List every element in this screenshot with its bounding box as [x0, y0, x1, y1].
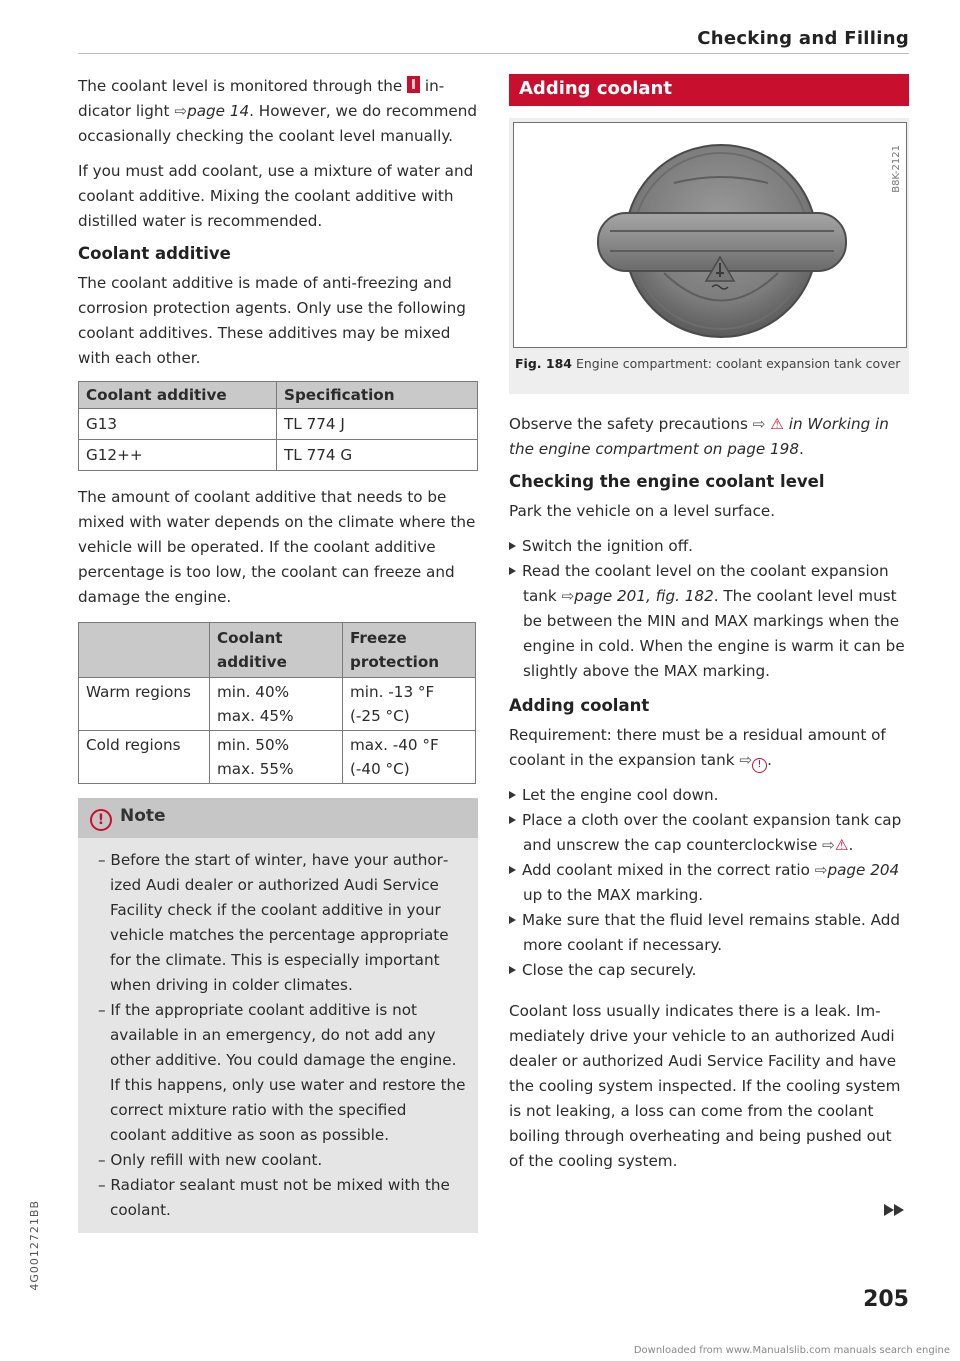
note-item: – Before the start of winter, have your authorized Audi dealer or authorized Audi Service Facility check if the coolant additive in your vehicle matches the percentage appropriate for the climate. This is especially important when driving in colder climates. — [98, 851, 449, 994]
table-cell: G13 — [79, 409, 277, 440]
page-link[interactable]: ⇨page 204 — [814, 861, 900, 879]
section-title-bar: Adding coolant — [509, 74, 909, 106]
requirement-text: Requirement: there must be a residual amount of coolant in the expansion tank ⇨ ! . — [509, 723, 909, 773]
bullet-arrow-icon — [509, 916, 516, 924]
table-header: Specification — [277, 382, 478, 409]
figure-caption: Fig. 184 Engine compartment: coolant expansion tank cover — [515, 356, 901, 371]
page-number: 205 — [863, 1287, 909, 1312]
coolant-additive-heading: Coolant additive — [78, 244, 231, 263]
table-cell: min. -13 °F (-25 °C) — [343, 678, 476, 731]
page-link[interactable]: ⇨page 201, fig. 182 — [561, 587, 714, 605]
table-row — [79, 678, 476, 731]
list-item: Add coolant mixed in the correct ratio ⇨page 204 up to the MAX marking. — [509, 858, 909, 908]
right-column — [509, 74, 909, 1184]
bullet-arrow-icon — [509, 791, 516, 799]
coolant-additive-text: The coolant additive is made of anti-freezing and corrosion protection agents. Only use the following coolant additives. These additives may be mixed with each other. — [78, 274, 466, 367]
table-cell: min. 40% max. 45% — [210, 678, 343, 731]
list-item: Place a cloth over the coolant expansion tank cap and unscrew the cap counterclockwise ⇨⚠. — [509, 808, 909, 858]
additive-spec-table — [78, 381, 478, 471]
checking-heading: Checking the engine coolant level — [509, 472, 825, 491]
additive-amount-text: The amount of coolant additive that needs to be mixed with water depends on the climate where the vehicle will be operated. If the coolant additive percentage is too low, the coolant can freeze and damage the engine. — [78, 488, 476, 606]
figure-184 — [509, 118, 909, 394]
bullet-arrow-icon — [509, 966, 516, 974]
list-item: Switch the ignition off. — [509, 534, 909, 559]
bullet-arrow-icon — [509, 542, 516, 550]
warning-triangle-icon: ⚠ — [770, 415, 784, 433]
list-item: Let the engine cool down. — [509, 783, 909, 808]
intro-paragraph-1: The coolant level is monitored through the indicator light ⇨page 14. However, we do recommend occasionally checking the coolant level manually. — [78, 77, 477, 145]
bullet-arrow-icon — [509, 816, 516, 824]
check-steps — [509, 534, 909, 684]
page-link[interactable]: ⇨page 14 — [174, 102, 250, 120]
table-header: Freeze protection — [343, 623, 476, 678]
table-cell: G12++ — [79, 440, 277, 471]
table-cell: TL 774 G — [277, 440, 478, 471]
table-header — [79, 623, 210, 678]
note-header — [78, 798, 478, 838]
notice-circle-icon[interactable]: ! — [752, 758, 767, 773]
list-item: Read the coolant level on the coolant expansion tank ⇨page 201, fig. 182. The coolant level must be between the MIN and MAX markings when the engine in cold. When the engine is warm it can be slightly above the MAX marking. — [509, 559, 909, 684]
coolant-indicator-icon — [407, 76, 420, 93]
adding-heading: Adding coolant — [509, 696, 650, 715]
table-header: Coolant additive — [79, 382, 277, 409]
safety-paragraph: Observe the safety precautions ⇨ ⚠ in Working in the engine compartment on page 198. — [509, 415, 889, 458]
table-row — [79, 440, 478, 471]
bullet-arrow-icon — [509, 567, 516, 575]
intro-paragraph-2: If you must add coolant, use a mixture of water and coolant additive. Mixing the coolant additive with distilled water is recommended. — [78, 162, 474, 230]
table-cell: Cold regions — [79, 731, 210, 784]
safety-link[interactable]: ⇨ ⚠ in Working in the engine compartment on page 198 — [509, 415, 889, 458]
left-column — [78, 74, 478, 1233]
table-header-row — [79, 382, 478, 409]
notice-icon: ! — [90, 809, 112, 831]
document-code: 4G0012721BB — [28, 1200, 41, 1291]
note-box — [78, 798, 478, 1233]
warning-triangle-icon[interactable]: ⚠ — [834, 836, 849, 854]
add-steps — [509, 783, 909, 983]
table-header: Coolant additive — [210, 623, 343, 678]
bullet-arrow-icon — [509, 866, 516, 874]
list-item: Close the cap securely. — [509, 958, 909, 983]
header-title: Checking and Filling — [697, 28, 909, 49]
page-header — [78, 24, 909, 54]
climate-table — [78, 622, 476, 784]
coolant-cap-illustration — [514, 123, 907, 348]
table-header-row — [79, 623, 476, 678]
table-cell: min. 50% max. 55% — [210, 731, 343, 784]
figure-code: B8K-2121 — [891, 145, 902, 193]
continue-arrow-icon — [894, 1204, 904, 1216]
coolant-loss-paragraph: Coolant loss usually indicates there is a leak. Immediately drive your vehicle to an authorized Audi dealer or authorized Audi Service Facility and have the cooling system inspected. If the cooling system is not leaking, a loss can come from the coolant boiling through overheating and being pushed out of the cooling system. — [509, 1002, 901, 1170]
table-cell: TL 774 J — [277, 409, 478, 440]
figure-image — [513, 122, 907, 348]
list-item: Make sure that the fluid level remains stable. Add more coolant if necessary. — [509, 908, 909, 958]
note-title: Note — [120, 806, 166, 826]
check-intro: Park the vehicle on a level surface. — [509, 502, 776, 520]
table-cell: Warm regions — [79, 678, 210, 731]
table-row — [79, 409, 478, 440]
table-cell: max. -40 °F (-40 °C) — [343, 731, 476, 784]
note-item: – Radiator sealant must not be mixed with the coolant. — [98, 1176, 450, 1219]
note-item: – Only refill with new coolant. — [98, 1151, 323, 1169]
table-row — [79, 731, 476, 784]
footer-url: Downloaded from www.Manualslib.com manuals search engine — [633, 1345, 950, 1356]
note-item: – If the appropriate coolant additive is not available in an emergency, do not add any other additive. You could damage the engine. If this happens, only use water and restore the correct mixture ratio with the specified coolant additive as soon as possible. — [98, 1001, 466, 1144]
